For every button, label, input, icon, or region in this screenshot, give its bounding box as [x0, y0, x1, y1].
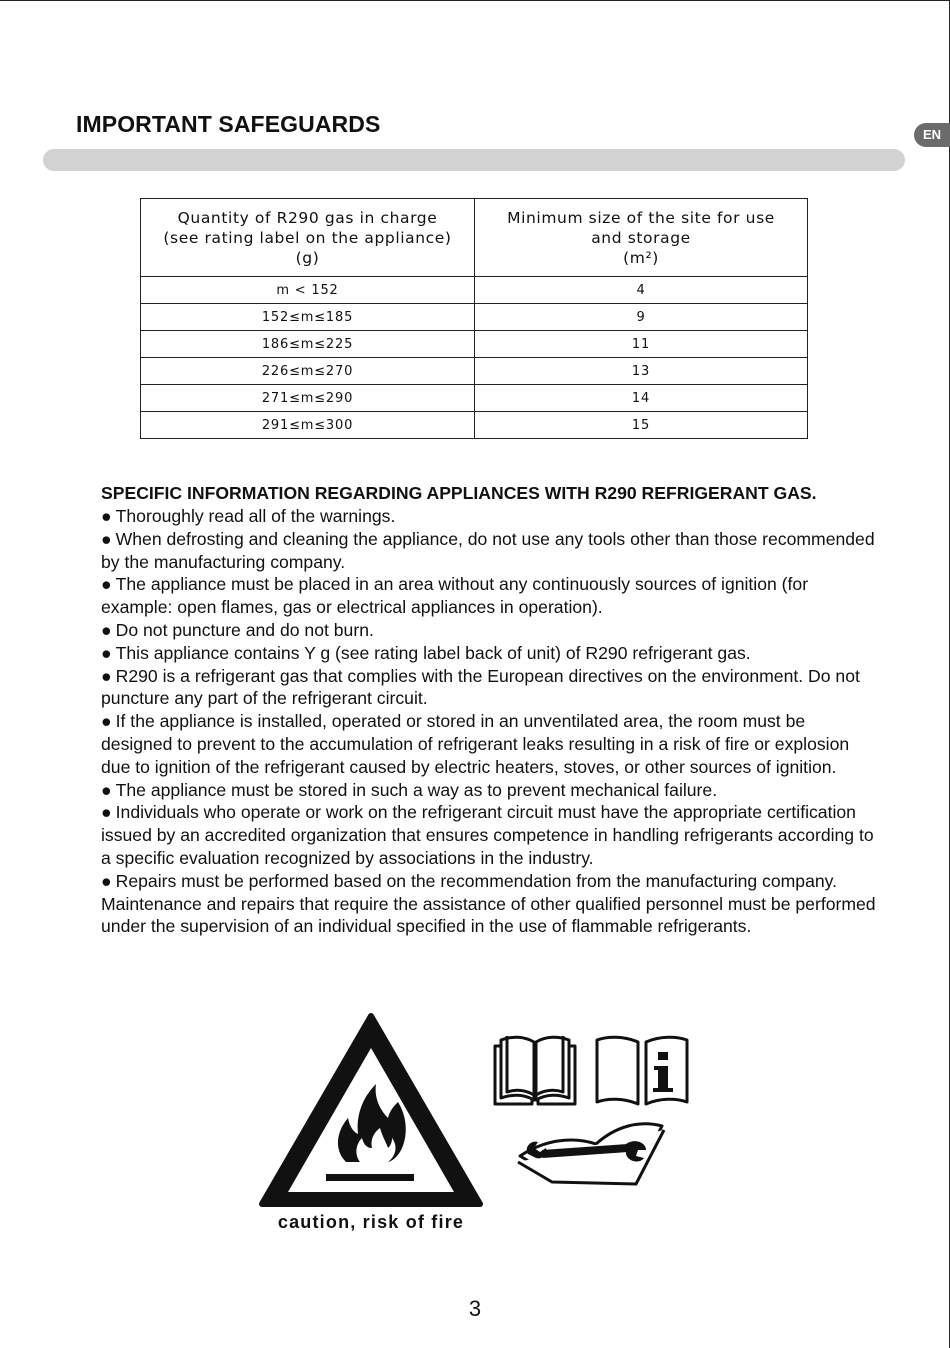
- list-item: [101, 642, 881, 665]
- list-item-text: Thoroughly read all of the warnings.: [115, 506, 396, 526]
- size-cell: 13: [475, 358, 808, 385]
- list-item-text: Individuals who operate or work on the refrigerant circuit must have the appropriate certification issued by an accredited organization that ensures competence in handling refrigerants according to a specific evaluation recognized by associations in the industry.: [101, 802, 874, 868]
- section-heading: SPECIFIC INFORMATION REGARDING APPLIANCES WITH R290 REFRIGERANT GAS.: [101, 483, 817, 503]
- bullet-icon: ●: [101, 574, 112, 595]
- header-quantity: [141, 199, 475, 277]
- r290-quantity-table: [140, 198, 808, 439]
- size-cell: 9: [475, 304, 808, 331]
- list-item: [101, 573, 881, 619]
- bullet-icon: ●: [101, 506, 112, 526]
- service-manual-wrench-icon: [514, 1110, 668, 1186]
- list-item-text: The appliance must be stored in such a way as to prevent mechanical failure.: [115, 779, 718, 800]
- size-cell: 15: [475, 412, 808, 439]
- list-item: [101, 619, 881, 642]
- table-row: [141, 331, 808, 358]
- bullet-icon: ●: [101, 870, 112, 891]
- size-cell: 4: [475, 277, 808, 304]
- table-row: [141, 277, 808, 304]
- list-item-text: If the appliance is installed, operated or stored in an unventilated area, the room must be designed to prevent to the accumulation of refrigerant leaks resulting in a risk of fire or explosion due to ignition of the refrigerant caused by electric heaters, stoves, or other sources of ignition.: [101, 711, 850, 777]
- header-min-size: [475, 199, 808, 277]
- page-number: 3: [468, 1296, 482, 1321]
- size-cell: 14: [475, 385, 808, 412]
- bullet-icon: ●: [101, 665, 112, 686]
- table-row: [141, 304, 808, 331]
- quantity-cell: m < 152: [141, 277, 475, 304]
- table-row: [141, 412, 808, 439]
- list-item: [101, 870, 881, 938]
- bullet-icon: ●: [101, 642, 112, 663]
- read-manual-book-icon: [492, 1032, 578, 1108]
- information-book-icon: [594, 1032, 690, 1108]
- bullet-icon: ●: [101, 802, 112, 823]
- header-quantity-line: (g): [295, 248, 320, 267]
- quantity-cell: 186≤m≤225: [141, 331, 475, 358]
- header-size-line: (m²): [623, 248, 659, 267]
- list-item-text: Do not puncture and do not burn.: [115, 619, 374, 640]
- list-item-text: When defrosting and cleaning the appliance, do not use any tools other than those recommended by the manufacturing company.: [101, 528, 875, 572]
- list-item-text: Repairs must be performed based on the recommendation from the manufacturing company. Maintenance and repairs that require the assistance of other qualified personnel must be performed under the supervision of an individual specified in the use of flammable refrigerants.: [101, 870, 876, 937]
- title-divider-bar: [43, 149, 905, 171]
- warning-list: [101, 505, 881, 938]
- bullet-icon: ●: [101, 619, 112, 640]
- caution-label: caution, risk of fire: [277, 1212, 465, 1232]
- list-item: [101, 665, 881, 711]
- bullet-icon: ●: [101, 779, 112, 800]
- quantity-cell: 271≤m≤290: [141, 385, 475, 412]
- list-item: [101, 505, 881, 528]
- list-item: [101, 779, 881, 802]
- header-size-line: Minimum size of the site for use: [507, 208, 775, 227]
- table-header-row: [141, 199, 808, 277]
- page-title: IMPORTANT SAFEGUARDS: [76, 111, 381, 137]
- list-item-text: R290 is a refrigerant gas that complies with the European directives on the environment. Do not puncture any part of the refrigerant circuit.: [101, 665, 860, 709]
- list-item: [101, 801, 881, 869]
- quantity-cell: 152≤m≤185: [141, 304, 475, 331]
- list-item-text: The appliance must be placed in an area without any continuously sources of ignition (for example: open flames, gas or electrical appliances in operation).: [101, 574, 809, 618]
- page-border-top: [0, 0, 950, 1]
- list-item: [101, 710, 881, 778]
- size-cell: 11: [475, 331, 808, 358]
- table-row: [141, 358, 808, 385]
- bullet-icon: ●: [101, 528, 112, 549]
- flammable-warning-triangle-icon: [258, 1012, 484, 1210]
- quantity-cell: 291≤m≤300: [141, 412, 475, 439]
- table-row: [141, 385, 808, 412]
- header-quantity-line: Quantity of R290 gas in charge: [177, 208, 438, 227]
- r290-information-section: [101, 482, 881, 938]
- header-quantity-line: (see rating label on the appliance): [163, 228, 452, 247]
- list-item: [101, 528, 881, 574]
- list-item-text: This appliance contains Y g (see rating label back of unit) of R290 refrigerant gas.: [115, 642, 751, 663]
- header-size-line: and storage: [591, 228, 691, 247]
- language-tab: EN: [914, 123, 950, 147]
- quantity-cell: 226≤m≤270: [141, 358, 475, 385]
- bullet-icon: ●: [101, 711, 112, 732]
